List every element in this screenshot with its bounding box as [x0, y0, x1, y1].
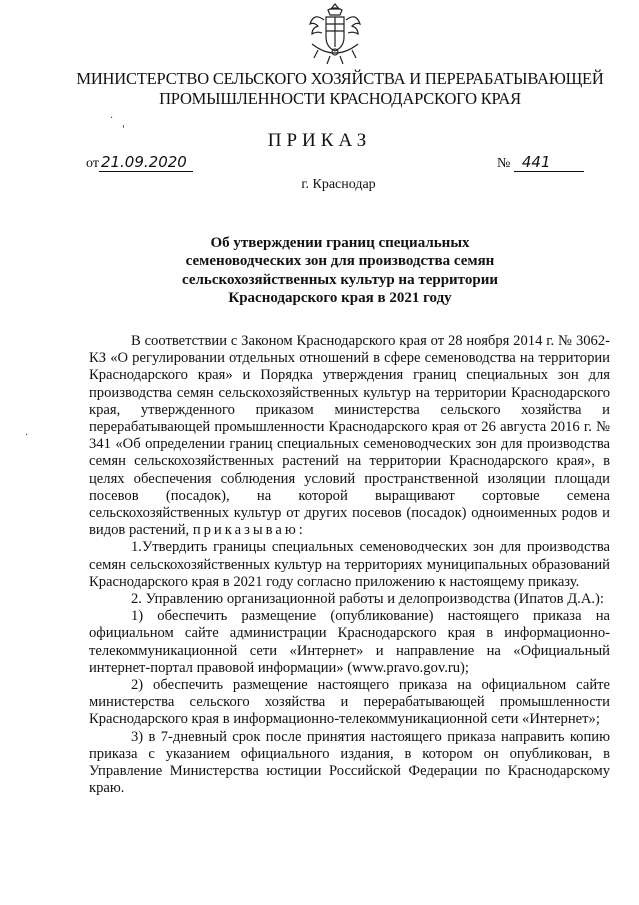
item-2: 2. Управлению организационной работы и делопроизводства (Ипатов Д.А.):	[131, 591, 604, 608]
title-line: семеноводческих зон для производства семян	[185, 253, 495, 270]
order-heading: ПРИКАЗ	[267, 130, 372, 151]
order-date	[86, 153, 193, 172]
title-line: Краснодарского края в 2021 году	[228, 289, 452, 306]
document-title	[150, 234, 530, 307]
prikazyvayu-word: приказываю:	[192, 522, 306, 539]
item-2-3: 3) в 7-дневный срок после принятия настоящего приказа направить копию приказа с указанием официального издания, в котором он опубликован, в Управление Министерства юстиции Российской Федерации по Краснодарскому краю.	[89, 728, 610, 797]
title-line: сельскохозяйственных культур на территории	[182, 271, 498, 288]
date-prefix: от	[86, 156, 99, 171]
scan-speck: ·	[25, 430, 29, 441]
scan-speck: ·	[110, 113, 114, 124]
ministry-line-2: ПРОМЫШЛЕННОСТИ КРАСНОДАРСКОГО КРАЯ	[159, 89, 521, 108]
document-body	[89, 333, 610, 797]
preamble-text: В соответствии с Законом Краснодарского края от 28 ноября 2014 г. № 3062-КЗ «О регулировании отдельных отношений в сфере семеноводства на территории Краснодарского края» и Порядка утверждения границ специальных зон для производства семян сельскохозяйственных культур на территории Краснодарского края, утвержденного приказом министерства сельского хозяйства и перерабатывающей промышленности Краснодарского края от 26 августа 2016 г. № 341 «Об определении границ специальных семеноводческих зон для производства семян сельскохозяйственных растений на территории Краснодарского края», в целях обеспечения соблюдения условий пространственной изоляции площади посевов (посадок), на которой выращивают сортовые семена сельскохозяйственных культур от других посевов (посадок) одноименных родов и видов растений,	[89, 333, 610, 539]
date-handwritten: 21.09.2020	[99, 153, 193, 172]
preamble-paragraph	[89, 333, 610, 539]
ministry-name	[70, 69, 610, 109]
item-2-1: 1) обеспечить размещение (опубликование) настоящего приказа на официальном сайте администрации Краснодарского края в информационно-телекоммуникационной сети «Интернет» и направление на «Официальный интернет-портал правовой информации» (www.pravo.gov.ru);	[89, 608, 610, 676]
title-line: Об утверждении границ специальных	[210, 235, 470, 251]
number-prefix: №	[497, 156, 511, 171]
city: г. Краснодар	[301, 177, 376, 192]
item-2-2: 2) обеспечить размещение настоящего приказа на официальном сайте министерства сельского хозяйства и перерабатывающей промышленности Краснодарского края в информационно-телекоммуникационной сети «Интернет»;	[89, 677, 610, 728]
ministry-line-1: МИНИСТЕРСТВО СЕЛЬСКОГО ХОЗЯЙСТВА И ПЕРЕРАБАТЫВАЮЩЕЙ	[76, 69, 604, 88]
order-number	[497, 153, 584, 172]
coat-of-arms-emblem	[300, 0, 370, 66]
number-handwritten: 441	[514, 153, 584, 172]
item-1: 1.Утвердить границы специальных семеноводческих зон для производства семян сельскохозяйственных культур на территориях муниципальных образований Краснодарского края в 2021 году согласно приложению к настоящему приказу.	[89, 539, 610, 590]
scan-speck: '	[122, 124, 125, 135]
